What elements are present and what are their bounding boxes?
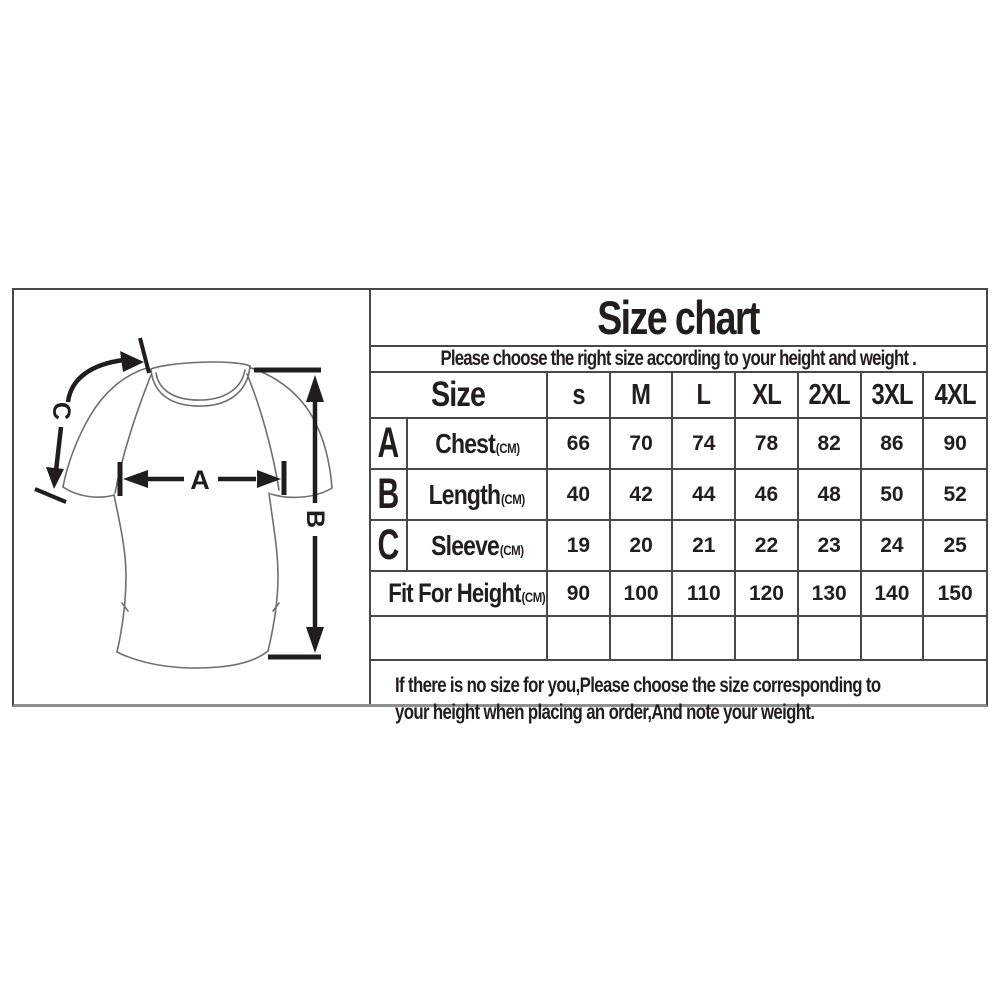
row-label bbox=[388, 578, 545, 609]
b-top-arrowhead bbox=[306, 375, 324, 402]
empty-row bbox=[371, 616, 986, 660]
shirt-diagram-panel bbox=[14, 290, 371, 704]
length-value: 44 bbox=[672, 469, 735, 520]
fit-for-height-row bbox=[371, 571, 986, 616]
c-down-arrow-shaft bbox=[56, 427, 61, 471]
sleeve-value: 22 bbox=[735, 520, 798, 571]
size-chart-board bbox=[12, 288, 988, 724]
size-col-label: 2XL bbox=[808, 378, 850, 411]
length-row bbox=[371, 469, 986, 520]
size-col-label: XL bbox=[752, 378, 781, 411]
empty-cell bbox=[861, 616, 924, 660]
chest-arrow-label: A bbox=[190, 465, 210, 495]
c-down-arrowhead bbox=[46, 467, 64, 489]
sleeve-value: 19 bbox=[547, 520, 610, 571]
chest-value: 78 bbox=[735, 418, 798, 469]
fit-value: 150 bbox=[923, 571, 986, 616]
sleeve-label-cell bbox=[407, 520, 547, 571]
chest-value: 70 bbox=[610, 418, 673, 469]
chest-measure-a bbox=[120, 461, 284, 496]
length-value: 52 bbox=[923, 469, 986, 520]
length-value: 48 bbox=[798, 469, 861, 520]
row-label-text: Length bbox=[428, 478, 501, 510]
row-letter-b bbox=[371, 469, 407, 520]
chest-value: 74 bbox=[672, 418, 735, 469]
note-row bbox=[371, 661, 986, 726]
left-sleeve-cuff bbox=[63, 487, 114, 497]
subtitle: Please choose the right size according to your height and weight . bbox=[440, 347, 917, 370]
size-col-label: M bbox=[631, 378, 651, 411]
size-col-l bbox=[672, 373, 735, 418]
subtitle-row bbox=[371, 347, 986, 373]
c-cuff-tick bbox=[35, 489, 66, 502]
size-col-label: s bbox=[572, 378, 585, 411]
empty-cell bbox=[735, 616, 798, 660]
shirt-outline bbox=[63, 362, 332, 668]
length-arrow-label: B bbox=[301, 509, 329, 529]
sleeve-value: 23 bbox=[798, 520, 861, 571]
size-col-label: L bbox=[696, 378, 711, 411]
size-col-2xl bbox=[798, 373, 861, 418]
fit-value: 130 bbox=[798, 571, 861, 616]
collar-inner bbox=[156, 370, 245, 400]
hem bbox=[117, 651, 268, 668]
row-letter-a bbox=[371, 418, 407, 469]
a-right-arrowhead bbox=[257, 470, 281, 488]
size-col-s bbox=[547, 373, 610, 418]
right-sleeve-cuff bbox=[271, 488, 332, 497]
note-line-1: If there is no size for you,Please choose the size corresponding to bbox=[395, 674, 881, 697]
chest-row bbox=[371, 418, 986, 469]
row-letter: C bbox=[377, 521, 400, 569]
sleeve-arrow-label: C bbox=[47, 401, 75, 421]
row-label-text: Fit For Height bbox=[388, 578, 521, 608]
fit-value: 140 bbox=[861, 571, 924, 616]
collar-outer-top bbox=[151, 362, 250, 369]
empty-cell bbox=[672, 616, 735, 660]
chest-value: 82 bbox=[798, 418, 861, 469]
empty-cell bbox=[923, 616, 986, 660]
sleeve-value: 25 bbox=[923, 520, 986, 571]
fit-label-cell bbox=[371, 571, 547, 616]
size-col-label: 4XL bbox=[934, 378, 976, 411]
empty-cell bbox=[371, 616, 547, 660]
row-unit: (CM) bbox=[501, 490, 526, 507]
size-header-row bbox=[371, 373, 986, 418]
row-label bbox=[429, 479, 525, 511]
row-letter: B bbox=[377, 470, 400, 518]
row-unit: (CM) bbox=[499, 541, 524, 558]
empty-cell bbox=[547, 616, 610, 660]
b-bottom-arrowhead bbox=[306, 627, 324, 653]
row-letter: A bbox=[377, 419, 400, 467]
sleeve-value: 20 bbox=[610, 520, 673, 571]
row-label-text: Sleeve bbox=[430, 529, 499, 561]
shirt-diagram-svg bbox=[14, 290, 367, 702]
body-left-edge bbox=[114, 495, 126, 652]
row-letter-c bbox=[371, 520, 407, 571]
row-label bbox=[431, 530, 524, 562]
size-col-xl bbox=[735, 373, 798, 418]
size-table-panel bbox=[371, 290, 986, 724]
note-line-2: your height when placing an order,And note your weight. bbox=[395, 701, 815, 724]
length-measure-b bbox=[254, 370, 329, 657]
sleeve-row bbox=[371, 520, 986, 571]
size-col-m bbox=[610, 373, 673, 418]
fit-value: 120 bbox=[735, 571, 798, 616]
fit-value: 90 bbox=[547, 571, 610, 616]
size-corner-cell bbox=[371, 373, 547, 418]
chest-value: 66 bbox=[547, 418, 610, 469]
c-curved-arrow bbox=[68, 360, 124, 402]
row-label-text: Chest bbox=[434, 427, 495, 459]
chest-value: 86 bbox=[861, 418, 924, 469]
row-label bbox=[435, 428, 519, 460]
size-table bbox=[371, 373, 986, 661]
size-col-label: 3XL bbox=[871, 378, 913, 411]
page-title: Size chart bbox=[597, 291, 760, 344]
title-row bbox=[371, 290, 986, 347]
length-label-cell bbox=[407, 469, 547, 520]
empty-cell bbox=[798, 616, 861, 660]
fit-value: 100 bbox=[610, 571, 673, 616]
body-right-edge bbox=[268, 493, 278, 651]
fit-value: 110 bbox=[672, 571, 735, 616]
length-value: 40 bbox=[547, 469, 610, 520]
chest-label-cell bbox=[407, 418, 547, 469]
length-value: 42 bbox=[610, 469, 673, 520]
size-col-4xl bbox=[923, 373, 986, 418]
row-unit: (CM) bbox=[521, 589, 546, 605]
a-left-arrowhead bbox=[123, 470, 148, 488]
row-unit: (CM) bbox=[495, 439, 520, 456]
sleeve-value: 21 bbox=[672, 520, 735, 571]
length-value: 50 bbox=[861, 469, 924, 520]
c-curved-arrowhead bbox=[120, 351, 144, 372]
chest-value: 90 bbox=[923, 418, 986, 469]
size-col-3xl bbox=[861, 373, 924, 418]
size-corner-label: Size bbox=[431, 375, 486, 414]
empty-cell bbox=[610, 616, 673, 660]
sleeve-value: 24 bbox=[861, 520, 924, 571]
length-value: 46 bbox=[735, 469, 798, 520]
c-shoulder-tick bbox=[140, 338, 149, 373]
right-sleeve-outer bbox=[251, 368, 332, 488]
